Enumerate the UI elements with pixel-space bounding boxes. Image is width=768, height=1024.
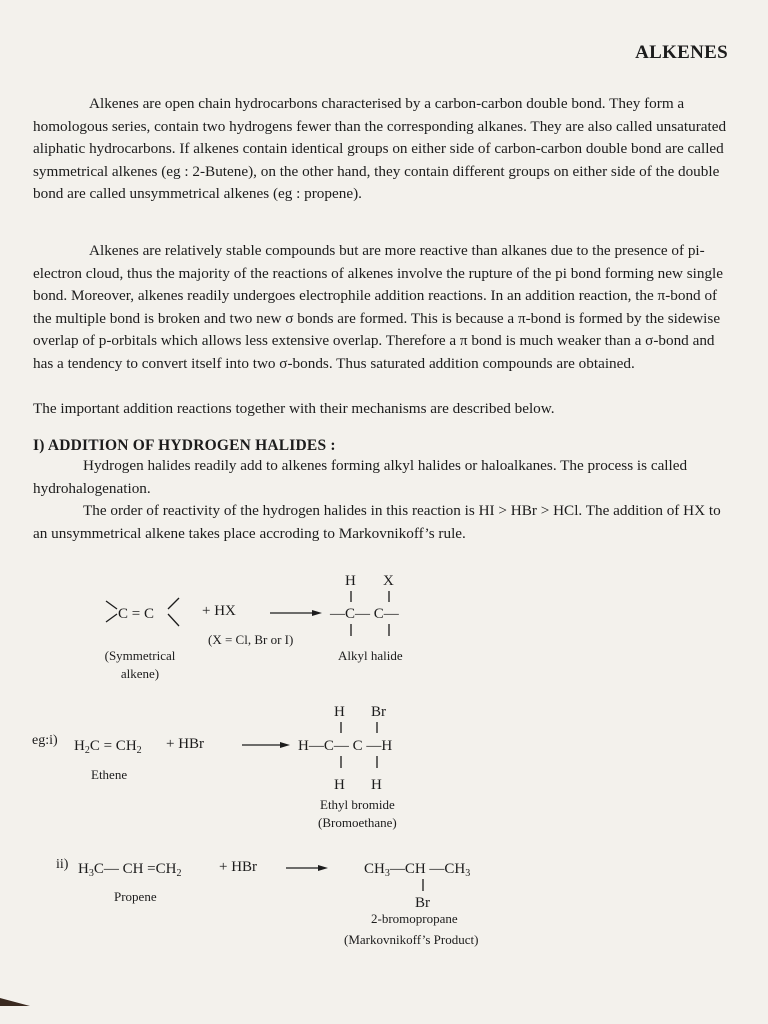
example-ii-prefix: ii) xyxy=(56,857,69,872)
hydrohalogenation-paragraph: Hydrogen halides readily add to alkenes forming alkyl halides or haloalkanes. The process is called hydrohalogenation. xyxy=(33,457,688,497)
alkyl-halide-structure xyxy=(329,573,400,636)
reaction-arrow-ex2 xyxy=(286,865,328,871)
svg-text:CH3—CH —CH3: $CH_3—CH$ $—CH_3$ xyxy=(364,861,471,879)
reaction-arrow-ex1 xyxy=(242,742,290,748)
reactivity-paragraph: Alkenes are relatively stable compounds but are more reactive than alkanes due to the presence of pi-electron cloud, thus the majority of the reactions of alkenes involve the rupture of the pi bond forming new single bond. Moreover, alkenes readily undergoes electrophile addition reactions. In an addition reaction, the π-bond of the multiple bond is broken and two new σ bonds are formed. This is because a π-bond is formed by the sidewise overlap of p-orbitals which allows less extensive overlap. Therefore a π bond is much weaker than a σ-bond and has a tendency to convert itself into two σ-bonds. Thus saturated addition compounds are obtained. xyxy=(33,242,724,372)
svg-text:H2C = CH2: $H_2C = CH_2$ xyxy=(74,738,142,756)
bromoethane-label: (Bromoethane) xyxy=(318,815,397,830)
svg-text:C = C: C = C xyxy=(118,606,154,622)
ethyl-bromide-structure xyxy=(298,704,392,793)
svg-text:H: H xyxy=(334,704,345,720)
page-title: ALKENES xyxy=(635,42,728,63)
ethyl-bromide-label: Ethyl bromide xyxy=(320,797,395,812)
reaction-arrow-general xyxy=(270,610,322,616)
ex1-reagent-hbr: + HBr xyxy=(166,736,205,752)
example-i-prefix: eg:i) xyxy=(32,733,58,748)
svg-text:H: H xyxy=(371,777,382,793)
intro-paragraph: Alkenes are open chain hydrocarbons characterised by a carbon-carbon double bond. They form a homologous series, contain two hydrogens fewer than the corresponding alkanes. They are also called unsaturated aliphatic hydrocarbons. If alkenes contain identical groups on either side of carbon-carbon double bond are called symmetrical alkenes (eg : 2-Butene), on the other hand, they contain different groups on either side of the double bond are called unsymmetrical alkenes (eg : propene). xyxy=(33,95,727,202)
symmetrical-alkene-label-2: alkene) xyxy=(120,666,160,681)
addition-intro-line: The important addition reactions together with their mechanisms are described below. xyxy=(33,400,555,417)
alkyl-halide-label: Alkyl halide xyxy=(338,648,403,663)
svg-text:X: X xyxy=(383,573,394,589)
ex2-reagent-hbr: + HBr xyxy=(219,859,258,875)
page-corner-shadow xyxy=(0,998,30,1006)
symmetrical-alkene-label-1: (Symmetrical xyxy=(104,648,176,663)
ethene-label: Ethene xyxy=(91,767,128,782)
general-alkene-structure xyxy=(106,598,179,626)
svg-text:Br: Br xyxy=(415,895,430,911)
bromopropane-structure xyxy=(364,861,470,911)
markovnikoff-product-label: (Markovnikoff’s Product) xyxy=(344,932,479,947)
svg-text:H: H xyxy=(345,573,356,589)
propene-structure xyxy=(78,861,181,879)
svg-text:H3C— CH =CH2: $H_3C—$ CH $=CH_2$ xyxy=(78,861,182,879)
bromopropane-label: 2-bromopropane xyxy=(371,911,458,926)
svg-text:H—C— C —H: H—C— C —H xyxy=(298,738,393,754)
svg-text:—C— C—: —C— C— xyxy=(330,606,399,622)
svg-text:Br: Br xyxy=(371,704,386,720)
ethene-structure xyxy=(74,738,142,756)
propene-label: Propene xyxy=(114,889,157,904)
reagent-hx: + HX xyxy=(202,603,236,619)
markovnikoff-paragraph: The order of reactivity of the hydrogen halides in this reaction is HI > HBr > HCl. The addition of HX to an unsymmetrical alkene takes place accroding to Markovnikoff’s rule. xyxy=(33,502,721,542)
section-title-hydrogen-halides: I) ADDITION OF HYDROGEN HALIDES : xyxy=(33,437,336,454)
svg-text:H: H xyxy=(334,777,345,793)
halide-condition: (X = Cl, Br or I) xyxy=(208,632,294,647)
